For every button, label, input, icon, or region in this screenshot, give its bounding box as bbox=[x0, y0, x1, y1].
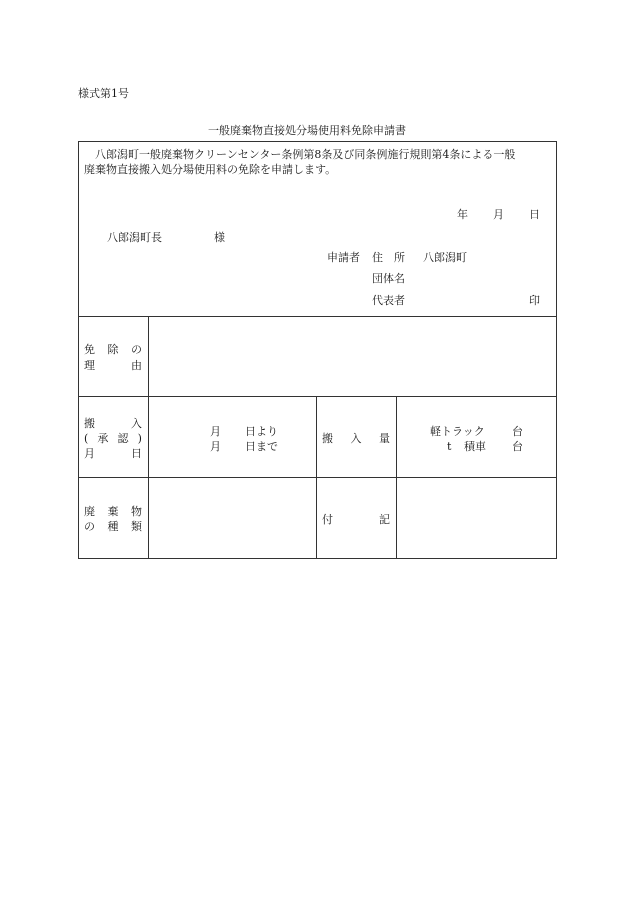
waste-char: 類 bbox=[131, 520, 142, 533]
notes-field[interactable] bbox=[397, 478, 556, 558]
delivery-amount-label bbox=[322, 433, 390, 444]
reason-char: 除 bbox=[107, 343, 119, 356]
form-title: 一般廃棄物直接処分場使用料免除申請書 bbox=[208, 124, 406, 137]
notes-char: 記 bbox=[379, 513, 390, 526]
row-divider bbox=[78, 396, 557, 397]
applicant-label: 申請者 bbox=[327, 251, 360, 264]
delivery-from-month: 月 bbox=[210, 425, 221, 438]
address-label: 住 所 bbox=[372, 251, 405, 264]
waste-label-line-1 bbox=[84, 506, 142, 517]
light-truck-unit: 台 bbox=[512, 425, 523, 438]
addressee-name: 八郎潟町長 bbox=[107, 231, 162, 244]
form-number: 様式第1号 bbox=[78, 87, 129, 100]
date-month: 月 bbox=[493, 208, 504, 221]
amount-char: 搬 bbox=[322, 432, 333, 445]
delivery-char: 月 bbox=[84, 447, 95, 460]
reason-char: 由 bbox=[131, 359, 142, 372]
reason-field[interactable] bbox=[149, 317, 556, 396]
reason-char: の bbox=[131, 343, 142, 356]
waste-char: 種 bbox=[107, 520, 119, 533]
delivery-char: ( bbox=[84, 432, 89, 445]
delivery-to-suffix: 日まで bbox=[245, 440, 278, 453]
delivery-label-line-2 bbox=[84, 433, 142, 444]
delivery-label-line-1 bbox=[84, 418, 142, 429]
waste-type-field[interactable] bbox=[149, 478, 316, 558]
ton-label: t bbox=[447, 440, 452, 453]
delivery-char: 日 bbox=[131, 447, 142, 460]
amount-char: 入 bbox=[350, 432, 362, 445]
addressee-honorific: 様 bbox=[214, 231, 225, 244]
loaded-label: 積車 bbox=[464, 440, 486, 453]
reason-label-line-1 bbox=[84, 344, 142, 355]
intro-line-2: 廃棄物直接搬入処分場使用料の免除を申請します。 bbox=[84, 163, 337, 176]
light-truck-label: 軽トラック bbox=[430, 425, 485, 438]
waste-char: 物 bbox=[131, 505, 142, 518]
address-value: 八郎潟町 bbox=[423, 251, 467, 264]
notes-label bbox=[322, 514, 390, 525]
organization-label: 団体名 bbox=[372, 272, 405, 285]
waste-label-line-2 bbox=[84, 521, 142, 532]
delivery-label-line-3 bbox=[84, 448, 142, 459]
delivery-char: 承 bbox=[97, 432, 109, 445]
waste-char: 棄 bbox=[107, 505, 119, 518]
seal-mark: 印 bbox=[529, 294, 540, 307]
waste-char: の bbox=[84, 520, 95, 533]
delivery-char: ) bbox=[137, 432, 142, 445]
delivery-to-month: 月 bbox=[210, 440, 221, 453]
delivery-char: 認 bbox=[117, 432, 129, 445]
delivery-char: 搬 bbox=[84, 417, 95, 430]
amount-char: 量 bbox=[379, 432, 390, 445]
notes-char: 付 bbox=[322, 513, 333, 526]
representative-label: 代表者 bbox=[372, 294, 405, 307]
delivery-from-suffix: 日より bbox=[245, 425, 278, 438]
column-divider bbox=[316, 396, 317, 559]
intro-line-1: 八郎潟町一般廃棄物クリーンセンター条例第8条及び同条例施行規則第4条による一般 bbox=[95, 148, 516, 161]
waste-char: 廃 bbox=[84, 505, 95, 518]
delivery-char: 入 bbox=[131, 417, 142, 430]
reason-char: 理 bbox=[84, 359, 95, 372]
reason-char: 免 bbox=[84, 343, 95, 356]
date-day: 日 bbox=[529, 208, 540, 221]
loaded-unit: 台 bbox=[512, 440, 523, 453]
date-year: 年 bbox=[457, 208, 468, 221]
reason-label-line-2 bbox=[84, 360, 142, 371]
